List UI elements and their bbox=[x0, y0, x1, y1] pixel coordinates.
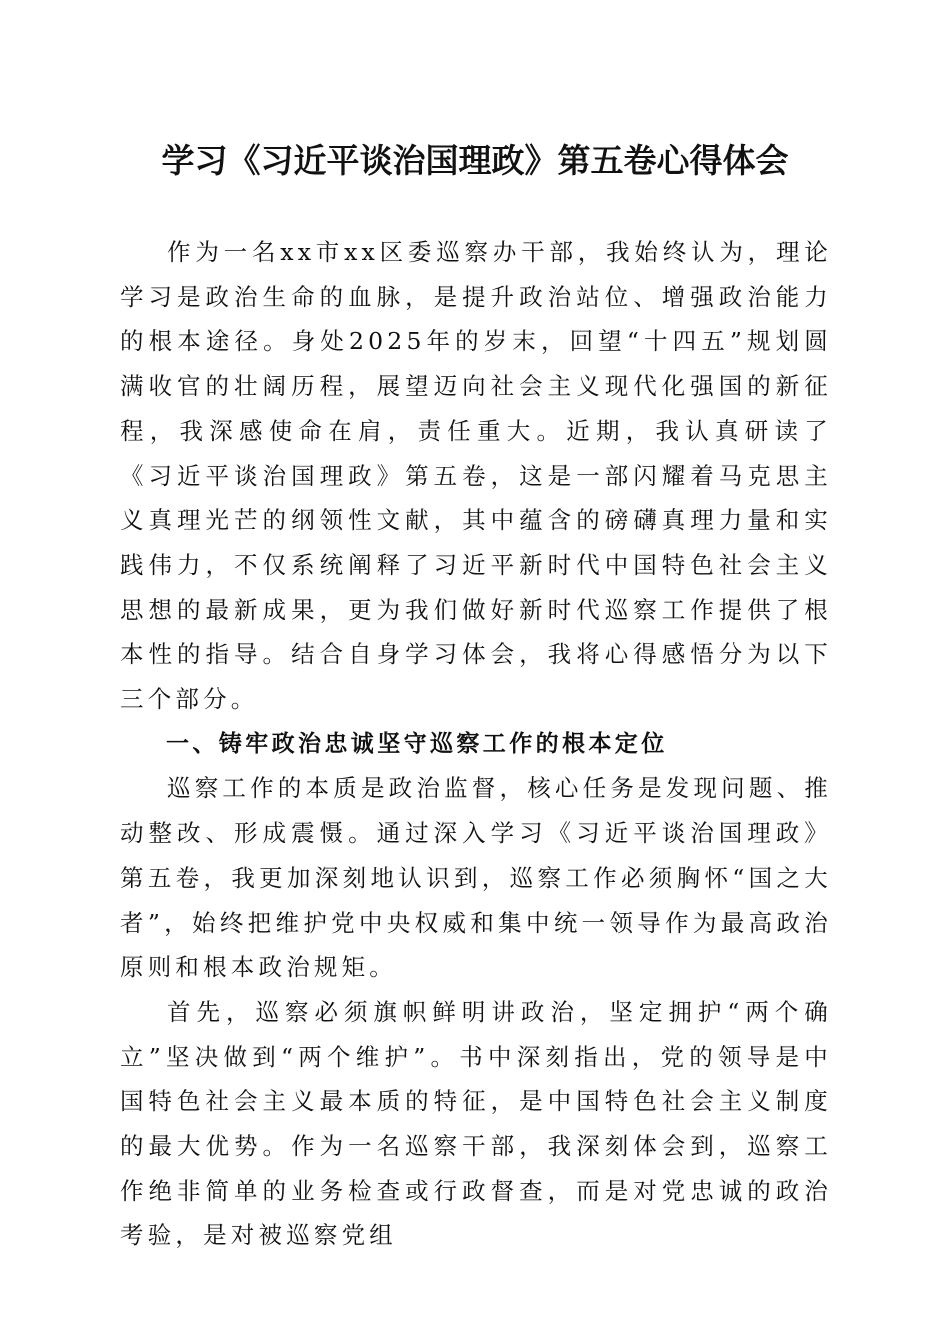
intro-paragraph: 作为一名xx市xx区委巡察办干部，我始终认为，理论学习是政治生命的血脉，是提升政治站位、增强政治能力的根本途径。身处2025年的岁末，回望“十四五”规划圆满收官的壮阔历程，展望迈向社会主义现代化强国的新征程，我深感使命在肩，责任重大。近期，我认真研读了《习近平谈治国理政》第五卷，这是一部闪耀着马克思主义真理光芒的纲领性文献，其中蕴含的磅礴真理力量和实践伟力，不仅系统阐释了习近平新时代中国特色社会主义思想的最新成果，更为我们做好新时代巡察工作提供了根本性的指导。结合自身学习体会，我将心得感悟分为以下三个部分。 bbox=[120, 238, 832, 714]
section-heading: 一、铸牢政治忠诚坚守巡察工作的根本定位 bbox=[166, 730, 668, 757]
document-body bbox=[120, 230, 832, 1258]
section-paragraph: 巡察工作的本质是政治监督，核心任务是发现问题、推动整改、形成震慑。通过深入学习《习近平谈治国理政》第五卷，我更加深刻地认识到，巡察工作必须胸怀“国之大者”，始终把维护党中央权威和集中统一领导作为最高政治原则和根本政治规矩。 bbox=[120, 774, 832, 982]
document-title: 学习《习近平谈治国理政》第五卷心得体会 bbox=[161, 141, 789, 180]
section-paragraph: 首先，巡察必须旗帜鲜明讲政治，坚定拥护“两个确立”坚决做到“两个维护”。书中深刻指出，党的领导是中国特色社会主义最本质的特征，是中国特色社会主义制度的最大优势。作为一名巡察干部，我深刻体会到，巡察工作绝非简单的业务检查或行政督查，而是对党忠诚的政治考验，是对被巡察党组 bbox=[120, 997, 832, 1250]
